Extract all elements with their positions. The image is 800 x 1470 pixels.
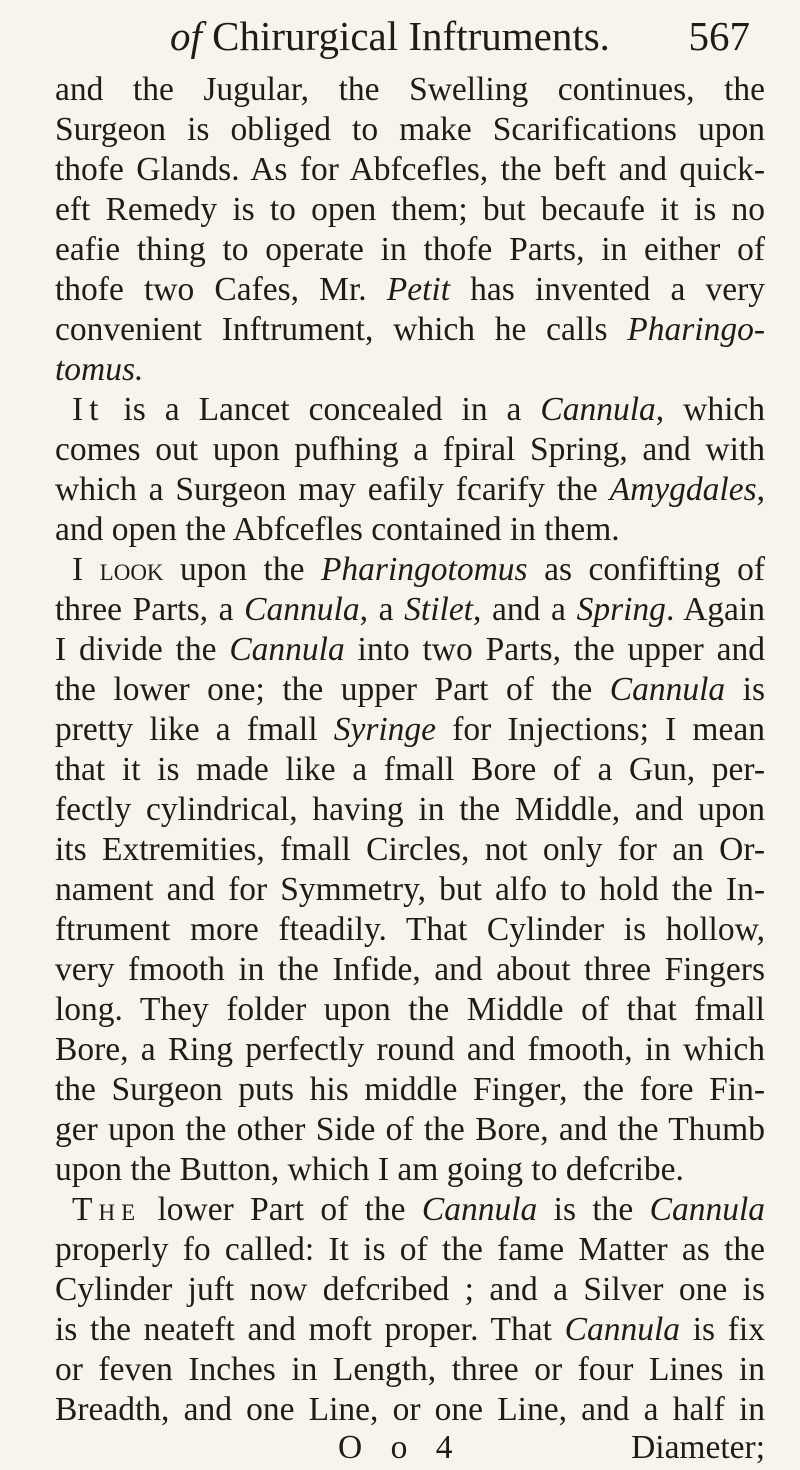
text-line: eafie thing to operate in thofe Parts, in either of xyxy=(55,231,765,268)
header-title: Chirurgical Inftruments. xyxy=(201,13,610,59)
text-line: fectly cylindrical, having in the Middle, and upon xyxy=(55,791,765,828)
text-line: thofe Glands. As for Abfcefles, the beft and quick- xyxy=(55,151,765,188)
text-line: thofe two Cafes, Mr. Petit has invented a very xyxy=(55,271,765,308)
catchword: Diameter; xyxy=(631,1429,765,1466)
text-line: very fmooth in the Infide, and about three Fingers xyxy=(55,951,765,988)
text-line: or feven Inches in Length, three or four Lines in xyxy=(55,1351,765,1388)
text-line: upon the Button, which I am going to defcribe. xyxy=(55,1151,684,1188)
running-header xyxy=(170,12,750,68)
text-line: nament and for Symmetry, but alfo to hold the In- xyxy=(55,871,765,908)
text-line: its Extremities, fmall Circles, not only for an Or- xyxy=(55,831,765,868)
text-line: and the Jugular, the Swelling continues, the xyxy=(55,71,765,108)
text-line: ger upon the other Side of the Bore, and the Thumb xyxy=(55,1111,765,1148)
text-line: The lower Part of the Cannula is the Cannula xyxy=(72,1191,765,1228)
text-line: tomus. xyxy=(55,351,144,388)
signature-mark: O o 4 xyxy=(338,1429,463,1466)
text-line: convenient Inftrument, which he calls Pharingo- xyxy=(55,311,765,348)
page-footer xyxy=(55,1428,765,1470)
text-line: pretty like a fmall Syringe for Injections; I mean xyxy=(55,711,765,748)
text-line: Surgeon is obliged to make Scarifications upon xyxy=(55,111,765,148)
text-line: which a Surgeon may eafily fcarify the Amygdales, xyxy=(55,471,765,508)
text-line: that it is made like a fmall Bore of a Gun, per- xyxy=(55,751,765,788)
text-line: is the neateft and moft proper. That Cannula is fix xyxy=(55,1311,765,1348)
text-line: Bore, a Ring perfectly round and fmooth, in which xyxy=(55,1031,765,1068)
text-line: Cylinder juft now defcribed ; and a Silver one is xyxy=(55,1271,765,1308)
text-line: I look upon the Pharingotomus as confifting of xyxy=(72,551,765,588)
text-line: ftrument more fteadily. That Cylinder is hollow, xyxy=(55,911,765,948)
text-line: properly fo called: It is of the fame Matter as the xyxy=(55,1231,765,1268)
text-line: three Parts, a Cannula, a Stilet, and a Spring. Again xyxy=(55,591,765,628)
text-line: It is a Lancet concealed in a Cannula, which xyxy=(72,391,766,428)
text-line: long. They folder upon the Middle of that fmall xyxy=(55,991,765,1028)
text-line: I divide the Cannula into two Parts, the upper and xyxy=(55,631,765,668)
text-line: the lower one; the upper Part of the Cannula is xyxy=(55,671,765,708)
text-line: Breadth, and one Line, or one Line, and a half in xyxy=(55,1391,765,1428)
text-line: comes out upon pufhing a fpiral Spring, and with xyxy=(55,431,765,468)
header-prefix: of xyxy=(170,13,202,59)
text-line: eft Remedy is to open them; but becaufe it is no xyxy=(55,191,765,228)
page-number: 567 xyxy=(688,13,750,59)
text-line: and open the Abfcefles contained in them. xyxy=(55,511,620,548)
text-line: the Surgeon puts his middle Finger, the fore Fin- xyxy=(55,1071,765,1108)
